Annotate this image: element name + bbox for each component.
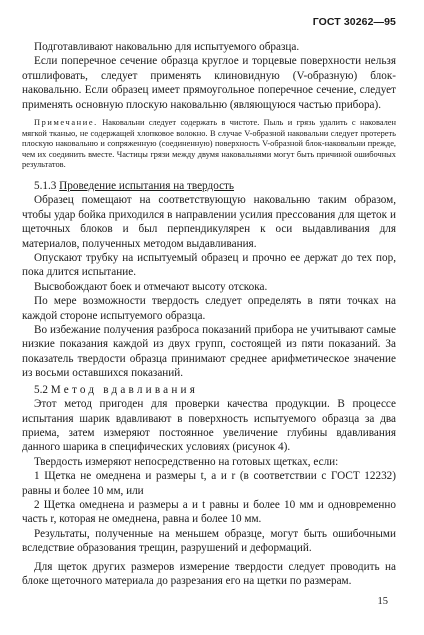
paragraph: Во избежание получения разброса показаний прибора не учитывают самые низкие показания каждой из двух групп, состоящей из пяти показаний. За показатель твердости образца принимают среднее арифметическое значение из восьми оставшихся показаний. [22,324,396,380]
note-text: Наковальни следует содержать в чистоте. Пыль и грязь удалить с наковален мягкой тканью, не содержащей хлопковое волокно. В случае V-образной наковальни следует протереть плоскую наковальню и сопряженную (соединенную) поверхность V-образной блок-наковальни прежде, чем их соединить вместе. Частицы грязи между двумя наковальнями могут быть причиной ошибочных результатов. [22,118,397,170]
list-item: 2 Щетка омеднена и размеры a и t равны и более 10 мм и одновременно часть r, которая не омеднена, равна и более 10 мм. [22,498,396,526]
section-number: 5.1.3 [34,180,57,192]
section-number: 5.2 [34,383,48,396]
section-heading-5-1-3 [22,179,396,193]
paragraph: Подготавливают наковальню для испытуемого образца. [34,41,300,53]
standard-header: ГОСТ 30262—95 [312,16,396,28]
note-label: Примечание. [34,118,98,128]
paragraph: Опускают трубку на испытуемый образец и прочно ее держат до тех пор, пока длится испытание. [22,252,396,279]
paragraph: Если поперечное сечение образца круглое и торцевые поверхности нельзя отшлифовать, следует применять клиновидную (V-образную) блок-наковальню. Если образец имеет прямоугольное поперечное сечение, следует применять основную плоскую наковальню (являющуюся частью прибора). [22,55,396,111]
document-body [22,40,396,588]
paragraph: Твердость измеряют непосредственно на готовых щетках, если: [34,455,339,468]
paragraph: Для щеток других размеров измерение твердости следует проводить на блоке щеточного материала до разрезания его на щетки по размерам. [22,560,396,587]
section-heading-5-2 [22,383,396,397]
paragraph: Результаты, полученные на меньшем образце, могут быть ошибочными вследствие образования трещин, разрушений и деформаций. [22,527,396,555]
list-item: 1 Щетка не омеднена и размеры t, a и r (в соответствии с ГОСТ 12232) равны и более 10 мм, или [22,470,396,497]
section-title: Проведение испытания на твердость [59,180,235,192]
paragraph: По мере возможности твердость следует определять в пяти точках на каждой стороне испытуемого образца. [22,295,396,322]
paragraph: Образец помещают на соответствующую наковальню таким образом, чтобы удар бойка приходился в направлении усилия прессования для щеток и щеточных блоков и был перпендикулярен к оси выдавливания для материалов, полученных методом выдавливания. [22,194,396,250]
paragraph: Этот метод пригоден для проверки качества продукции. В процессе испытания шарик вдавливают в поверхность испытуемого образца за два приема, затем измеряют постоянное увеличение глубины вдавливания данного шарика в специфических условиях (рисунок 4). [22,398,396,454]
page-number: 15 [377,596,388,607]
paragraph: Высвобождают боек и отмечают высоту отскока. [34,280,268,293]
section-title: Метод вдавливания [50,383,199,396]
note [22,118,396,171]
